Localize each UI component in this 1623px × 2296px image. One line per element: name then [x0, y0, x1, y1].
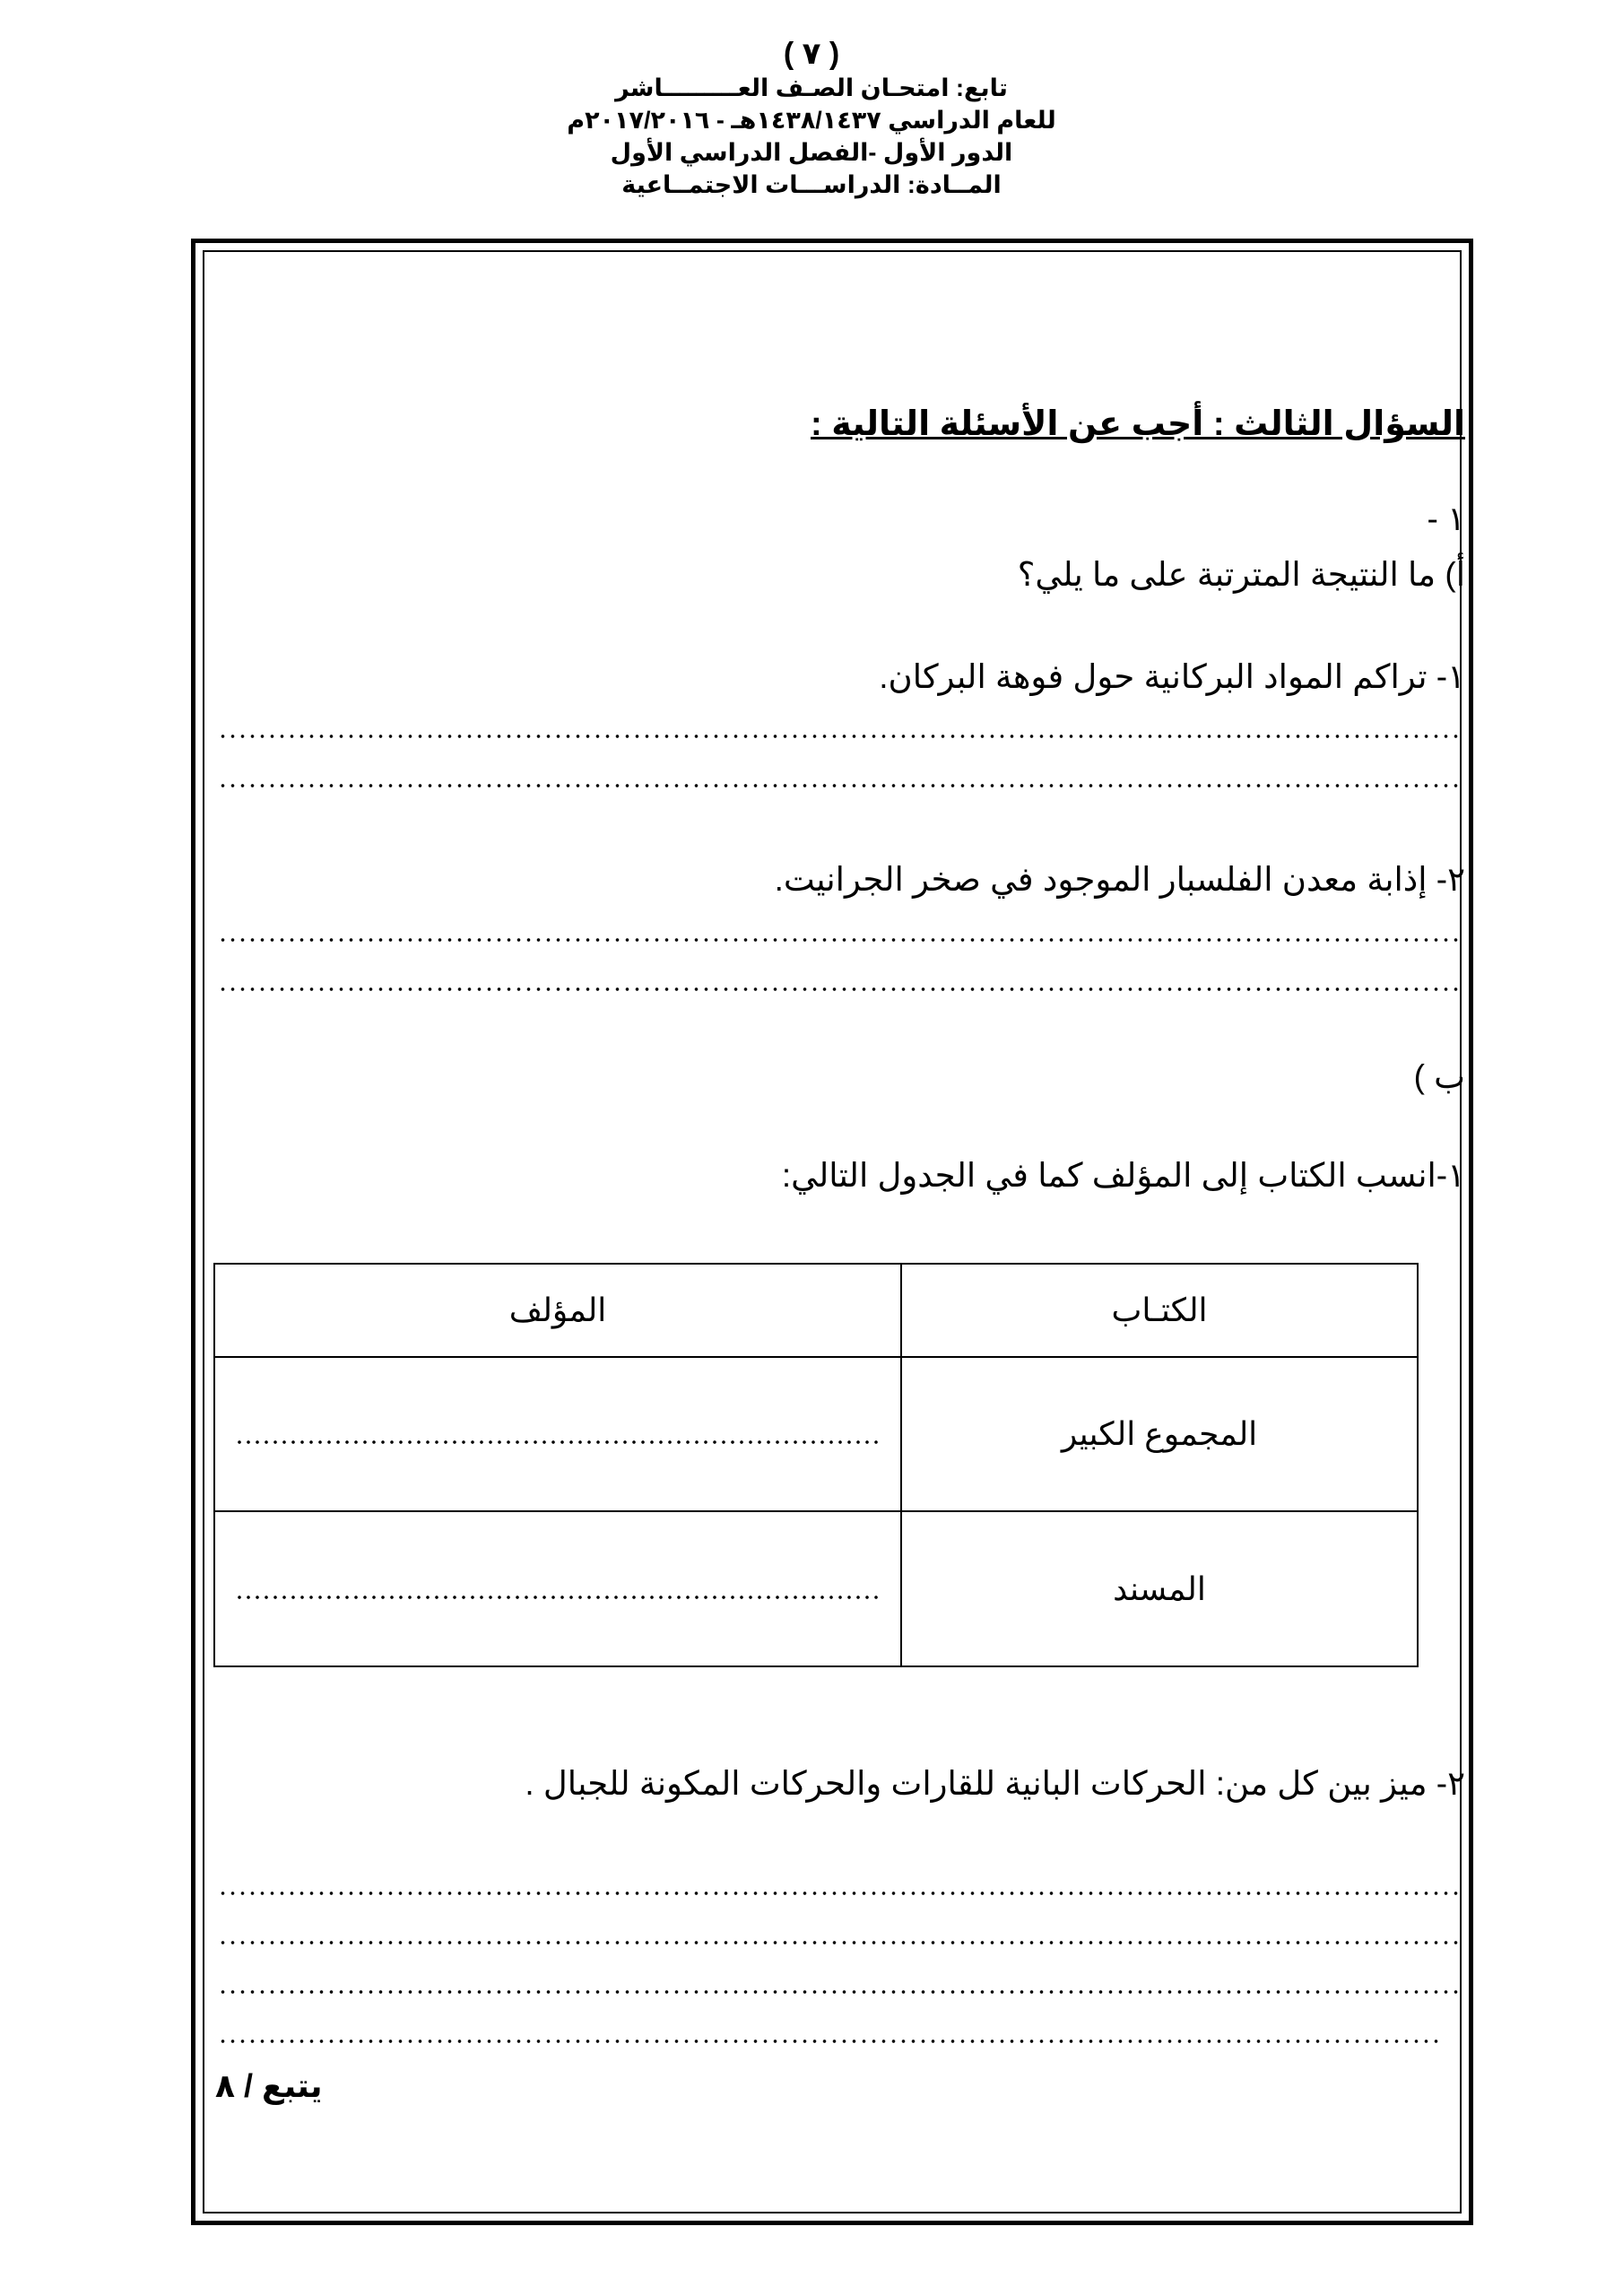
header-author: المؤلف	[214, 1264, 901, 1357]
exam-title: تابع: امتحـان الصـف العـــــــــاشر	[615, 74, 1008, 101]
book-author-table	[213, 1263, 1419, 1667]
part-b-item-1: ١-انسب الكتاب إلى المؤلف كما في الجدول التالي:	[781, 1157, 1465, 1194]
header-book: الكتـاب	[901, 1264, 1418, 1357]
answer-line[interactable]	[218, 783, 1459, 788]
answer-line	[235, 1439, 881, 1445]
question-title: السؤال الثالث : أجب عن الأسئلة التالية :	[810, 405, 1465, 443]
part-a-item-1: ١- تراكم المواد البركانية حول فوهة البركان.	[879, 658, 1465, 695]
exam-header	[0, 36, 1623, 201]
page-border	[191, 239, 1473, 2225]
answer-line[interactable]	[218, 2039, 1441, 2044]
table-row	[214, 1511, 1418, 1666]
book-name: المجموع الكبير	[901, 1357, 1418, 1511]
continue-note: يتبع / ٨	[215, 2067, 323, 2104]
answer-line[interactable]	[218, 987, 1459, 992]
part-b-item-2: ٢- ميز بين كل من: الحركات البانية للقارات والحركات المكونة للجبال .	[525, 1765, 1465, 1802]
answer-line[interactable]	[218, 1891, 1459, 1896]
answer-line[interactable]	[218, 1989, 1459, 1995]
part-b-label: ب )	[1413, 1058, 1465, 1095]
academic-year: للعام الدراسي ١٤٣٨/١٤٣٧هـ - ٢٠١٧/٢٠١٦م	[567, 107, 1056, 134]
answer-line[interactable]	[218, 937, 1459, 943]
page-border-inner	[203, 250, 1462, 2213]
part-a-prompt: أ) ما النتيجة المترتبة على ما يلي؟	[1017, 556, 1465, 593]
page-number: ( ٧ )	[783, 37, 840, 71]
book-name: المسند	[901, 1511, 1418, 1666]
answer-line[interactable]	[218, 734, 1459, 739]
exam-session: الدور الأول -الفصل الدراسي الأول	[610, 139, 1013, 166]
answer-line[interactable]	[218, 1940, 1459, 1945]
answer-line	[235, 1595, 881, 1600]
author-answer[interactable]	[214, 1357, 901, 1511]
item-number: ١ -	[1427, 500, 1465, 537]
part-a-item-2: ٢- إذابة معدن الفلسبار الموجود في صخر الجرانيت.	[774, 861, 1465, 898]
author-answer[interactable]	[214, 1511, 901, 1666]
table-row	[214, 1357, 1418, 1511]
table-header-row	[214, 1264, 1418, 1357]
subject-name: المــادة: الدراســـات الاجتمــاعية	[621, 171, 1002, 198]
